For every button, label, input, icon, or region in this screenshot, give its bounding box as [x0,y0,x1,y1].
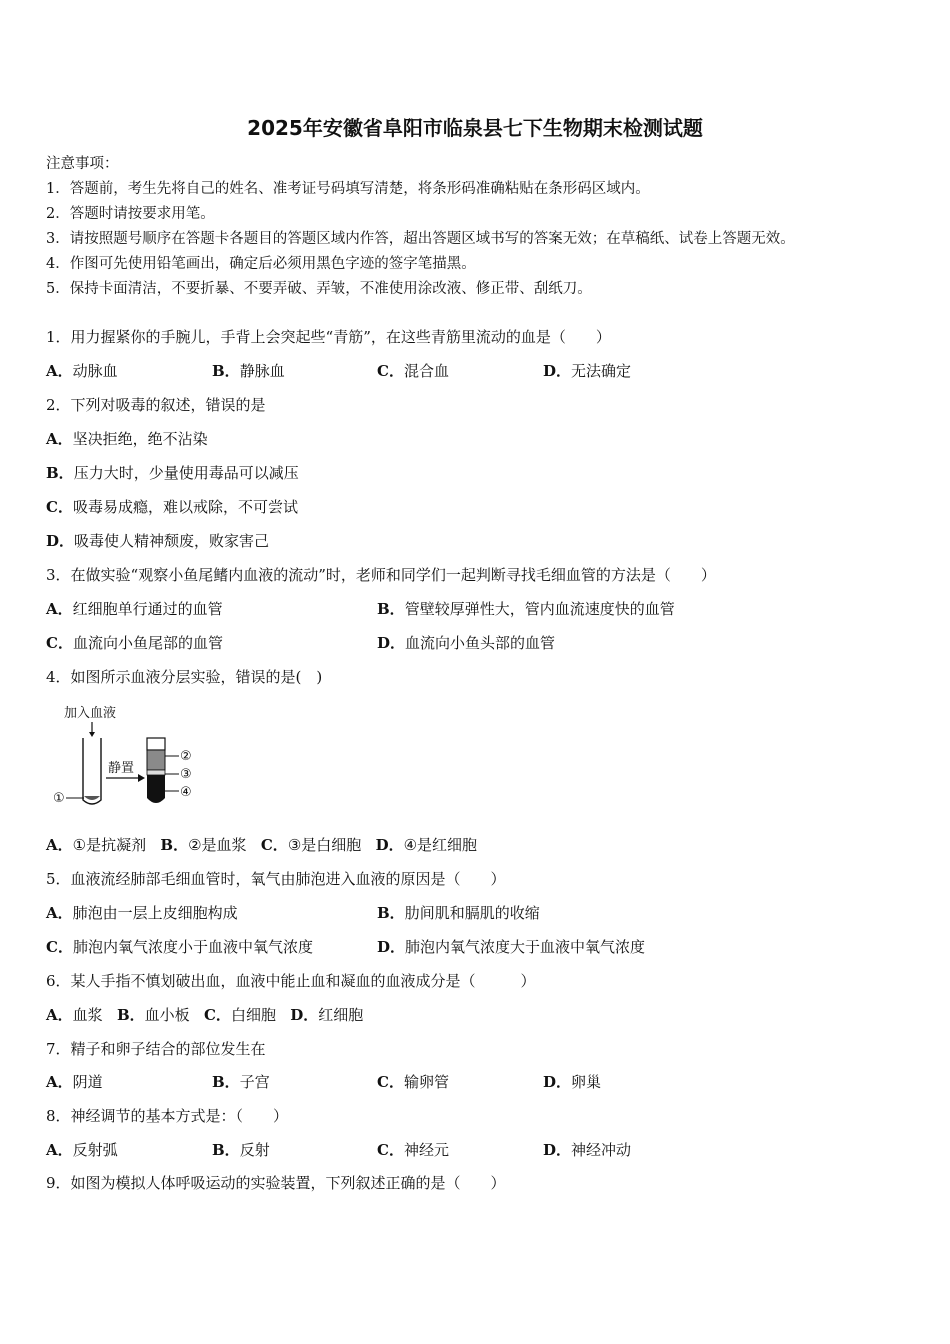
notice-item: 5．保持卡面清洁，不要折暴、不要弄破、弄皱，不准使用涂改液、修正带、刮纸刀。 [46,281,592,297]
option-a: A．肺泡由一层上皮细胞构成 [46,904,238,922]
label-1: ① [53,791,65,806]
question-stem: 4．如图所示血液分层实验，错误的是( ) [46,668,323,686]
option-d: D．吸毒使人精神颓废，败家害己 [46,532,270,550]
question-stem: 8．神经调节的基本方式是：（ ） [46,1107,289,1125]
option-a: A．红细胞单行通过的血管 [46,600,223,618]
notice-heading: 注意事项： [46,156,119,172]
option-c: C．吸毒易成瘾，难以戒除，不可尝试 [46,498,298,516]
add-blood-label: 加入血液 [64,706,117,721]
option-d: D．肺泡内氧气浓度大于血液中氧气浓度 [377,938,646,956]
question-stem: 9．如图为模拟人体呼吸运动的实验装置，下列叙述正确的是（ ） [46,1174,506,1192]
question-stem: 7．精子和卵子结合的部位发生在 [46,1040,266,1058]
option-b: B．管壁较厚弹性大，管内血流速度快的血管 [377,600,675,618]
option-c: C．血流向小鱼尾部的血管 [46,634,223,652]
option-b: B．静脉血 [212,362,285,380]
option-c: C．神经元 [377,1141,449,1159]
question-stem: 2．下列对吸毒的叙述，错误的是 [46,396,266,414]
test-tube-left [83,738,101,804]
plasma-layer [147,750,165,770]
question-stem: 1．用力握紧你的手腕儿，手背上会突起些“青筋”，在这些青筋里流动的血是（ ） [46,328,611,346]
stand-label: 静置 [108,761,135,776]
option-d: D．卵巢 [543,1073,602,1091]
question-stem: 6．某人手指不慎划破出血，血液中能止血和凝血的血液成分是（ ） [46,972,536,990]
option-d: D．神经冲动 [543,1141,632,1159]
option-b: B．反射 [212,1141,270,1159]
option-a: A．阴道 [46,1073,103,1091]
white-cell-layer [147,770,165,775]
label-2: ② [180,749,192,764]
red-cell-layer [147,775,165,803]
notice-item: 3．请按照题号顺序在答题卡各题目的答题区域内作答，超出答题区域书写的答案无效；在草稿纸、试卷上答题无效。 [46,231,795,247]
label-3: ③ [180,767,192,782]
notice-item: 4．作图可先使用铅笔画出，确定后必须用黑色字迹的签字笔描黑。 [46,256,476,272]
label-4: ④ [180,785,192,800]
option-b: B．压力大时，少量使用毒品可以减压 [46,464,299,482]
option-a: A．坚决拒绝，绝不沾染 [46,430,208,448]
option-b: B．肋间肌和膈肌的收缩 [377,904,540,922]
page-title: 2025年安徽省阜阳市临泉县七下生物期末检测试题 [247,116,703,140]
anticoagulant-layer [84,796,100,800]
question-stem: 5．血液流经肺部毛细血管时，氧气由肺泡进入血液的原因是（ ） [46,870,506,888]
notice-item: 1．答题前，考生先将自己的姓名、准考证号码填写清楚，将条形码准确粘贴在条形码区域内。 [46,181,650,197]
option-a: A．反射弧 [46,1141,118,1159]
notice-item: 2．答题时请按要求用笔。 [46,206,215,222]
options-inline: A．血浆 B．血小板 C．白细胞 D．红细胞 [46,1006,364,1024]
option-b: B．子宫 [212,1073,270,1091]
option-a: A．动脉血 [46,362,118,380]
option-d: D．无法确定 [543,362,632,380]
option-c: C．混合血 [377,362,449,380]
blood-separation-diagram [50,700,210,812]
option-c: C．输卵管 [377,1073,449,1091]
option-c: C．肺泡内氧气浓度小于血液中氧气浓度 [46,938,313,956]
options-inline: A．①是抗凝剂 B．②是血浆 C．③是白细胞 D．④是红细胞 [46,836,478,854]
option-d: D．血流向小鱼头部的血管 [377,634,556,652]
question-stem: 3．在做实验“观察小鱼尾鳍内血液的流动”时，老师和同学们一起判断寻找毛细血管的方法是（ ） [46,566,716,584]
